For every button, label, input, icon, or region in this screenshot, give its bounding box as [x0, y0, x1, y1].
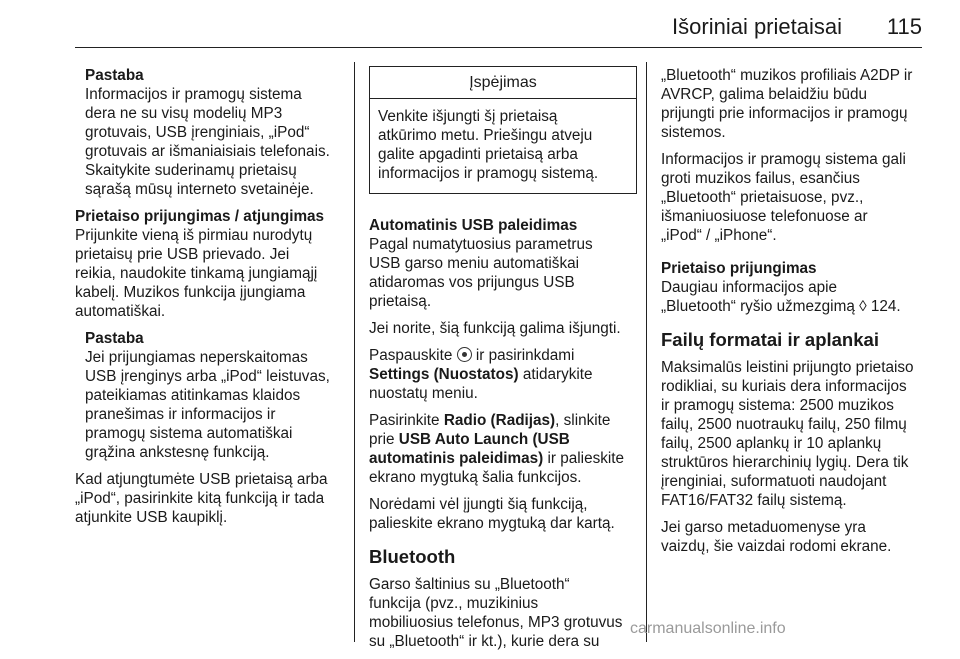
note-1-line: sąrašą mūsų interneto svetainėje. — [85, 181, 314, 198]
body-line: palieskite ekrano mygtuką dar kartą. — [369, 515, 615, 532]
body-line: USB garso meniu automatiškai — [369, 255, 580, 272]
page-reference-arrow-icon: ◊ — [859, 298, 867, 315]
body-line: Norėdami vėl įjungti šią funkciją, — [369, 496, 588, 513]
body-line: kabelį. Muzikos funkcija įjungiama — [75, 284, 306, 301]
body-line: AVRCP, galima belaidžiu būdu — [661, 86, 868, 103]
body-line: įrenginiai, suformatuoti naudojant — [661, 473, 887, 490]
body-line: „iPod“, pasirinkite kitą funkciją ir tada — [75, 490, 325, 507]
body-line: Jei garso metaduomenyse yra — [661, 519, 866, 536]
body-line: „Bluetooth“ muzikos profiliais A2DP ir — [661, 67, 913, 84]
body-line: failų, 2500 aplankų ir 10 aplankų — [661, 435, 882, 452]
body-line: atidaromas vos prijungus USB — [369, 274, 575, 291]
note-2 — [75, 329, 347, 462]
warning-line: informacijos ir pramogų sistemą. — [378, 165, 599, 182]
warning-title: Įspėjimas — [370, 67, 636, 99]
crossref-text: „Bluetooth“ ryšio užmezgimą — [661, 298, 860, 315]
body-line: Pagal numatytuosius parametrus — [369, 236, 593, 253]
usb-line — [369, 430, 637, 449]
column-1 — [75, 66, 347, 535]
warning-line: atkūrimo metu. Priešingu atveju — [378, 127, 593, 144]
note-1-line: Informacijos ir pramogų sistema — [85, 86, 302, 103]
body-line: Kad atjungtumėte USB prietaisą arba — [75, 471, 328, 488]
body-line: funkcija (pvz., muzikinius — [369, 595, 539, 612]
section-title-auto-usb: Automatinis USB paleidimas — [369, 217, 578, 234]
body-line: „Bluetooth“ prietaisuose, pvz., — [661, 189, 864, 206]
select-line — [369, 411, 637, 430]
body-line: failų, 2500 nuotraukų failų, 250 filmų — [661, 416, 907, 433]
note-1-line: grotuvais, USB įrenginiais, „iPod“ — [85, 124, 310, 141]
page-header — [0, 0, 960, 52]
press-text-post: ir pasirinkdami — [475, 347, 575, 364]
note-1-line: dera ne su visų modelių MP3 — [85, 105, 283, 122]
body-line: „iPod“ / „iPhone“. — [661, 227, 777, 244]
radio-menu-label: Radio (Radijas) — [443, 412, 556, 429]
section-title-connect: Prietaiso prijungimas / atjungimas — [75, 208, 325, 225]
press-text: Paspauskite — [369, 347, 453, 364]
body-line: Maksimalūs leistini prijungto prietaiso — [661, 359, 914, 376]
heading-file-formats: Failų formatai ir aplankai — [661, 329, 879, 350]
note-2-line: pateikiamas atitinkamas klaidos — [85, 387, 301, 404]
radio-text: , slinkite — [555, 412, 611, 429]
note-2-title: Pastaba — [85, 330, 144, 347]
body-line: mobiliuosius telefonus, MP3 grotuvus — [369, 614, 623, 631]
note-2-line: pramogų sistema automatiškai — [85, 425, 293, 442]
body-line: Jei norite, šią funkciją galima išjungti. — [369, 320, 621, 337]
body-line: nuostatų meniu. — [369, 385, 478, 402]
settings-line — [369, 365, 637, 384]
watermark: carmanualsonline.info — [630, 620, 786, 637]
page-title: Išoriniai prietaisai — [672, 14, 842, 39]
body-line: Informacijos ir pramogų sistema gali — [661, 151, 906, 168]
usb-line-2 — [369, 449, 637, 468]
header-divider — [75, 47, 922, 48]
note-2-line: grąžina ankstesnę funkciją. — [85, 444, 270, 461]
note-1-title: Pastaba — [85, 67, 144, 84]
body-line: išmaniuosiuose telefonuose ar — [661, 208, 868, 225]
column-divider-1 — [354, 62, 355, 642]
usb-option-label-2: automatinis paleidimas) — [369, 450, 544, 467]
body-line: prietaisų prie USB prievado. Jei — [75, 246, 290, 263]
settings-knob-icon — [457, 347, 472, 362]
body-line: FAT16/FAT32 failų sistemą. — [661, 492, 847, 509]
warning-box — [369, 66, 637, 194]
body-line: atjunkite USB kaupiklį. — [75, 509, 228, 526]
body-line: Garso šaltinius su „Bluetooth“ — [369, 576, 570, 593]
note-1-line: Skaitykite suderinamų prietaisų — [85, 162, 297, 179]
body-line: reikia, naudokite tinkamą jungiamąjį — [75, 265, 318, 282]
note-2-line: pranešimas ir informacijos ir — [85, 406, 276, 423]
body-line: sistemos. — [661, 124, 726, 141]
body-line: rodikliai, su kuriais dera informacijos — [661, 378, 907, 395]
page-number: 115 — [886, 14, 922, 39]
body-line: vaizdų, šie vaizdai rodomi ekrane. — [661, 538, 892, 555]
body-line: ir pramogų sistema: 2500 muzikos — [661, 397, 894, 414]
crossref-line — [661, 297, 931, 316]
column-2 — [369, 66, 637, 659]
note-1-line: grotuvais ar išmaniaisiais telefonais. — [85, 143, 330, 160]
note-2-line: Jei prijungiamas neperskaitomas — [85, 349, 308, 366]
warning-line: galite apgadinti prietaisą arba — [378, 146, 578, 163]
select-text: Pasirinkite — [369, 412, 444, 429]
settings-text: atidarykite — [518, 366, 593, 383]
column-3 — [661, 66, 931, 564]
body-line: prijungti prie informacijos ir pramogų — [661, 105, 908, 122]
section-title-device-connect: Prietaiso prijungimas — [661, 260, 817, 277]
body-line: prietaisą. — [369, 293, 432, 310]
body-line: Prijunkite vieną iš pirmiau nurodytų — [75, 227, 313, 244]
body-line: Daugiau informacijos apie — [661, 279, 838, 296]
usb-option-label-1: USB Auto Launch (USB — [398, 431, 570, 448]
body-line: su „Bluetooth“ ir kt.), kurie dera su — [369, 633, 600, 650]
warning-line: Venkite išjungti šį prietaisą — [378, 108, 558, 125]
heading-bluetooth: Bluetooth — [369, 546, 456, 567]
body-line: struktūros hierarchinių lygių. Dera tik — [661, 454, 909, 471]
note-2-line: USB įrenginys arba „iPod“ leistuvas, — [85, 368, 330, 385]
prie-text: prie — [369, 431, 399, 448]
body-line: automatiškai. — [75, 303, 166, 320]
usb-text: ir palieskite — [543, 450, 625, 467]
settings-menu-label: Settings (Nuostatos) — [369, 366, 519, 383]
note-1 — [75, 66, 347, 199]
warning-body — [370, 99, 636, 193]
page-reference-link[interactable]: 124. — [866, 298, 901, 315]
body-line: ekrano mygtuką šalia funkcijos. — [369, 469, 582, 486]
column-divider-2 — [646, 62, 647, 642]
press-line — [369, 346, 637, 365]
body-line: groti muzikos failus, esančius — [661, 170, 860, 187]
